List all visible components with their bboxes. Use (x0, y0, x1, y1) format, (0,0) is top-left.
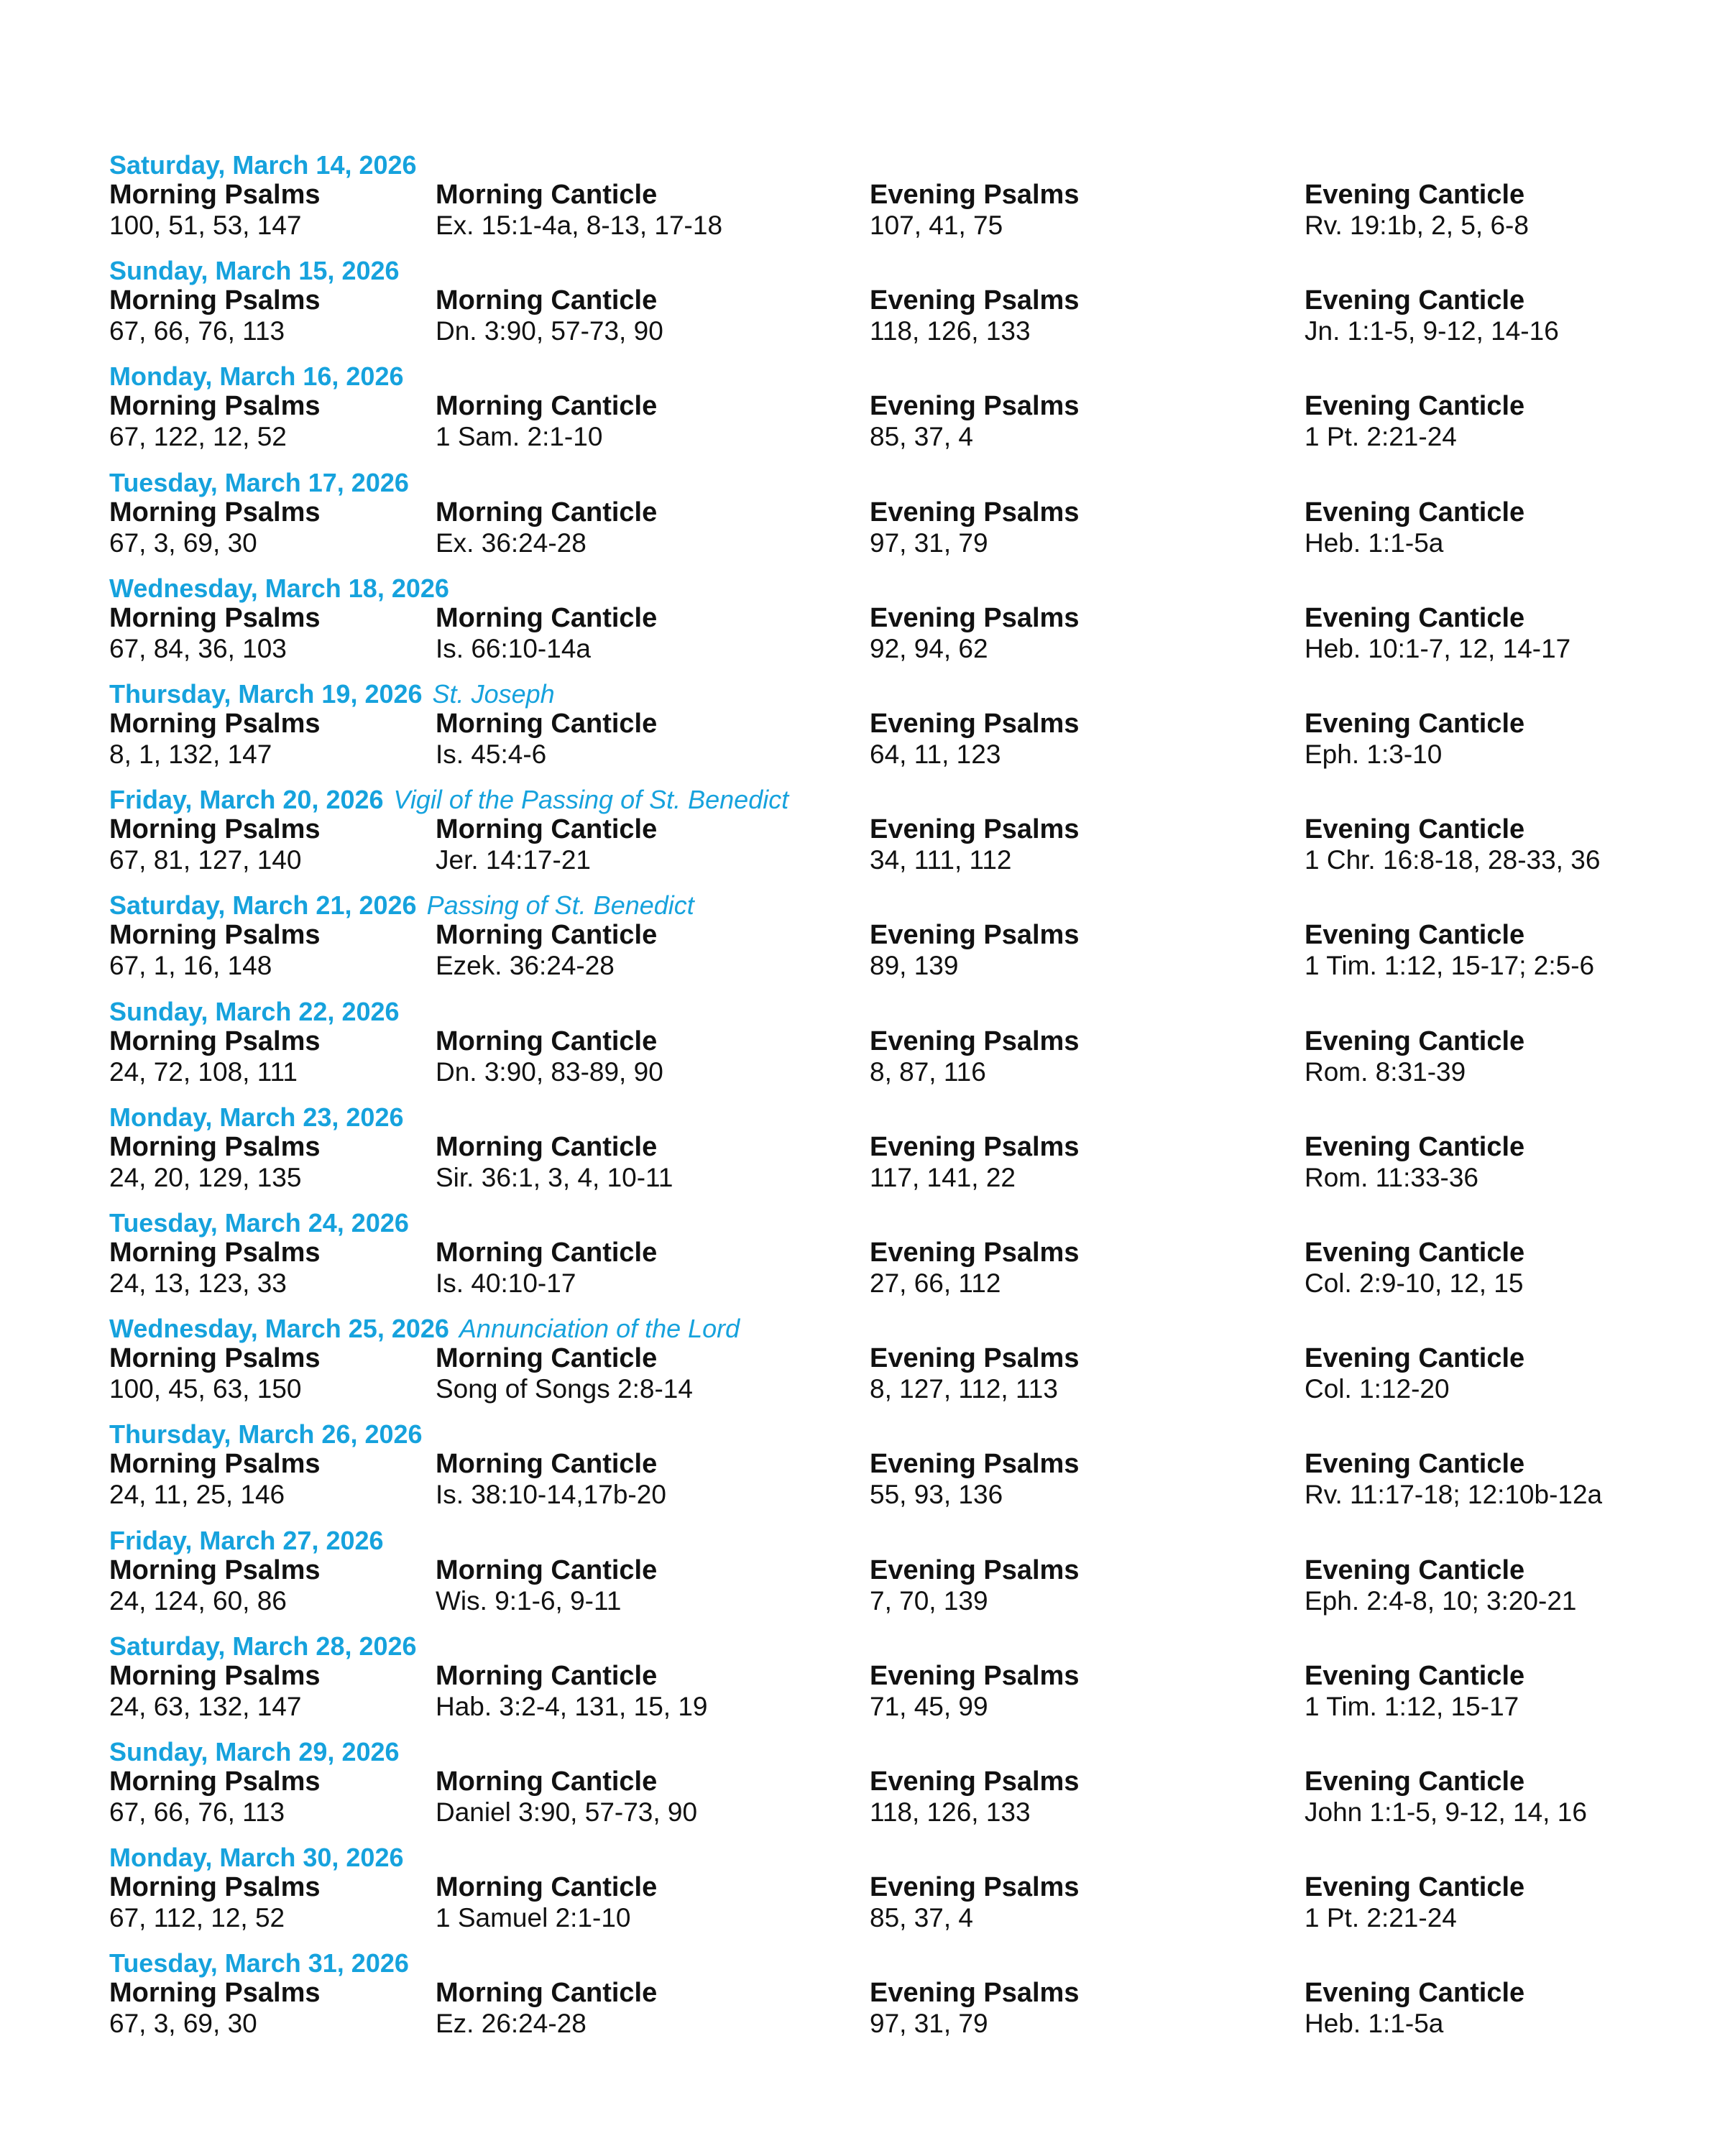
day-date: Wednesday, March 18, 2026 (109, 573, 449, 603)
morning-psalms-label: Morning Psalms (109, 1872, 321, 1903)
morning-canticle-value: Ex. 15:1-4a, 8-13, 17-18 (436, 211, 723, 240)
day-entry (0, 1738, 1725, 1843)
day-header (109, 257, 400, 285)
evening-canticle-column (1305, 709, 1524, 770)
evening-psalms-column (870, 920, 1079, 982)
morning-canticle-value: Is. 45:4-6 (436, 740, 547, 769)
morning-canticle-label: Morning Canticle (436, 602, 658, 633)
evening-psalms-label: Evening Psalms (870, 391, 1080, 422)
evening-canticle-value: Heb. 10:1-7, 12, 14-17 (1305, 633, 1571, 663)
day-header (109, 1314, 740, 1343)
evening-canticle-value: Rom. 11:33-36 (1305, 1162, 1478, 1192)
morning-psalms-column (109, 1555, 321, 1617)
evening-psalms-label: Evening Psalms (870, 814, 1080, 845)
evening-canticle-label: Evening Canticle (1305, 1660, 1525, 1691)
evening-psalms-column (870, 1132, 1079, 1194)
day-date: Saturday, March 21, 2026 (109, 890, 417, 921)
morning-psalms-value: 24, 13, 123, 33 (109, 1268, 287, 1298)
evening-psalms-value: 107, 41, 75 (870, 211, 1003, 240)
day-entry (0, 469, 1725, 573)
morning-psalms-column (109, 1132, 321, 1194)
feast-name: Passing of St. Benedict (426, 890, 694, 921)
morning-psalms-label: Morning Psalms (109, 1131, 321, 1162)
day-entry (0, 891, 1725, 996)
morning-psalms-label: Morning Psalms (109, 285, 321, 316)
morning-canticle-value: Hab. 3:2-4, 131, 15, 19 (436, 1691, 708, 1721)
evening-canticle-value: 1 Tim. 1:12, 15-17; 2:5-6 (1305, 951, 1595, 981)
day-date: Friday, March 20, 2026 (109, 785, 384, 815)
morning-canticle-column (436, 180, 722, 241)
evening-canticle-column (1305, 180, 1529, 241)
evening-canticle-column (1305, 1132, 1524, 1194)
evening-psalms-column (870, 1026, 1079, 1088)
morning-psalms-label: Morning Psalms (109, 497, 321, 528)
evening-canticle-column (1305, 391, 1524, 453)
evening-canticle-value: 1 Pt. 2:21-24 (1305, 1903, 1457, 1933)
morning-psalms-value: 67, 84, 36, 103 (109, 633, 287, 663)
morning-psalms-column (109, 1238, 321, 1299)
evening-psalms-column (870, 497, 1079, 559)
morning-canticle-column (436, 814, 657, 876)
morning-canticle-column (436, 1343, 693, 1405)
evening-psalms-column (870, 1555, 1079, 1617)
day-header (109, 1526, 384, 1555)
morning-psalms-value: 24, 63, 132, 147 (109, 1691, 302, 1721)
morning-psalms-label: Morning Psalms (109, 920, 321, 951)
morning-psalms-label: Morning Psalms (109, 814, 321, 845)
morning-canticle-column (436, 1026, 663, 1088)
evening-psalms-value: 71, 45, 99 (870, 1691, 988, 1721)
morning-psalms-label: Morning Psalms (109, 1554, 321, 1585)
evening-canticle-value: John 1:1-5, 9-12, 14, 16 (1305, 1797, 1587, 1827)
morning-canticle-value: Ezek. 36:24-28 (436, 951, 615, 981)
morning-canticle-column (436, 1978, 657, 2040)
morning-psalms-column (109, 391, 321, 453)
day-date: Tuesday, March 31, 2026 (109, 1948, 409, 1978)
evening-canticle-column (1305, 1661, 1524, 1723)
evening-psalms-value: 7, 70, 139 (870, 1585, 988, 1616)
day-entry (0, 998, 1725, 1102)
day-header (109, 891, 694, 920)
evening-psalms-column (870, 1661, 1079, 1723)
day-header (109, 1738, 400, 1766)
morning-psalms-value: 67, 1, 16, 148 (109, 951, 272, 981)
morning-psalms-column (109, 814, 321, 876)
evening-psalms-label: Evening Psalms (870, 497, 1080, 528)
evening-canticle-column (1305, 1343, 1524, 1405)
day-entry (0, 362, 1725, 467)
morning-psalms-label: Morning Psalms (109, 1449, 321, 1480)
day-header (109, 469, 409, 497)
evening-psalms-label: Evening Psalms (870, 1978, 1080, 2009)
day-date: Friday, March 27, 2026 (109, 1525, 384, 1555)
morning-canticle-column (436, 1238, 657, 1299)
evening-psalms-column (870, 1449, 1079, 1511)
evening-psalms-label: Evening Psalms (870, 1766, 1080, 1797)
feast-name: St. Joseph (432, 679, 555, 709)
morning-psalms-value: 24, 11, 25, 146 (109, 1480, 285, 1510)
morning-psalms-label: Morning Psalms (109, 1026, 321, 1056)
evening-canticle-column (1305, 920, 1594, 982)
morning-canticle-label: Morning Canticle (436, 1238, 658, 1268)
morning-canticle-column (436, 1555, 657, 1617)
evening-psalms-value: 97, 31, 79 (870, 528, 988, 558)
morning-psalms-column (109, 709, 321, 770)
evening-psalms-column (870, 814, 1079, 876)
day-date: Monday, March 16, 2026 (109, 361, 404, 392)
day-header (109, 1420, 423, 1449)
morning-psalms-value: 67, 122, 12, 52 (109, 422, 287, 452)
morning-psalms-label: Morning Psalms (109, 709, 321, 739)
evening-psalms-column (870, 1238, 1079, 1299)
day-entry (0, 786, 1725, 890)
morning-canticle-label: Morning Canticle (436, 709, 658, 739)
morning-psalms-column (109, 1026, 321, 1088)
morning-psalms-label: Morning Psalms (109, 1978, 321, 2009)
evening-canticle-column (1305, 1238, 1524, 1299)
evening-psalms-label: Evening Psalms (870, 1238, 1080, 1268)
morning-psalms-value: 67, 3, 69, 30 (109, 2009, 257, 2039)
evening-psalms-value: 118, 126, 133 (870, 1797, 1031, 1827)
morning-psalms-value: 8, 1, 132, 147 (109, 740, 272, 769)
evening-canticle-label: Evening Canticle (1305, 602, 1525, 633)
morning-psalms-label: Morning Psalms (109, 180, 321, 210)
evening-canticle-label: Evening Canticle (1305, 814, 1525, 845)
evening-canticle-value: Jn. 1:1-5, 9-12, 14-16 (1305, 316, 1559, 346)
day-date: Tuesday, March 24, 2026 (109, 1208, 409, 1238)
evening-psalms-label: Evening Psalms (870, 285, 1080, 316)
evening-canticle-column (1305, 1978, 1524, 2040)
morning-psalms-column (109, 1343, 321, 1405)
evening-canticle-column (1305, 285, 1559, 347)
morning-psalms-label: Morning Psalms (109, 391, 321, 422)
evening-canticle-value: Heb. 1:1-5a (1305, 528, 1444, 558)
morning-canticle-label: Morning Canticle (436, 497, 658, 528)
evening-psalms-column (870, 1766, 1079, 1828)
evening-psalms-value: 85, 37, 4 (870, 1903, 974, 1933)
day-entry (0, 1632, 1725, 1737)
morning-canticle-label: Morning Canticle (436, 1026, 658, 1056)
morning-canticle-label: Morning Canticle (436, 1660, 658, 1691)
day-header (109, 362, 404, 391)
morning-psalms-value: 67, 66, 76, 113 (109, 316, 285, 346)
evening-canticle-label: Evening Canticle (1305, 1026, 1525, 1056)
evening-psalms-column (870, 709, 1079, 770)
morning-canticle-column (436, 1661, 708, 1723)
day-header (109, 680, 555, 709)
morning-canticle-value: Is. 66:10-14a (436, 633, 591, 663)
evening-psalms-value: 92, 94, 62 (870, 633, 988, 663)
evening-psalms-label: Evening Psalms (870, 1554, 1080, 1585)
day-date: Saturday, March 14, 2026 (109, 150, 417, 180)
evening-psalms-value: 118, 126, 133 (870, 316, 1031, 346)
evening-canticle-value: 1 Chr. 16:8-18, 28-33, 36 (1305, 845, 1601, 875)
day-date: Monday, March 23, 2026 (109, 1102, 404, 1132)
morning-canticle-label: Morning Canticle (436, 1766, 658, 1797)
evening-psalms-column (870, 1872, 1079, 1934)
evening-psalms-value: 85, 37, 4 (870, 422, 974, 452)
evening-canticle-value: Col. 2:9-10, 12, 15 (1305, 1268, 1524, 1298)
morning-psalms-value: 67, 81, 127, 140 (109, 845, 302, 875)
morning-canticle-label: Morning Canticle (436, 391, 658, 422)
morning-psalms-value: 100, 51, 53, 147 (109, 211, 302, 240)
morning-canticle-column (436, 1872, 657, 1934)
morning-psalms-label: Morning Psalms (109, 1238, 321, 1268)
day-header (109, 1103, 404, 1132)
day-date: Tuesday, March 17, 2026 (109, 467, 409, 497)
evening-psalms-label: Evening Psalms (870, 180, 1080, 210)
evening-canticle-value: Rv. 11:17-18; 12:10b-12a (1305, 1480, 1603, 1510)
morning-canticle-column (436, 603, 657, 665)
morning-psalms-column (109, 285, 321, 347)
day-entry (0, 1209, 1725, 1314)
morning-canticle-column (436, 497, 657, 559)
evening-psalms-column (870, 391, 1079, 453)
morning-canticle-column (436, 1449, 666, 1511)
evening-canticle-column (1305, 1555, 1577, 1617)
day-header (109, 1632, 417, 1661)
day-entry (0, 1420, 1725, 1525)
evening-psalms-column (870, 603, 1079, 665)
morning-canticle-column (436, 285, 663, 347)
day-entry (0, 1949, 1725, 2054)
evening-canticle-label: Evening Canticle (1305, 1131, 1525, 1162)
day-header (109, 1949, 409, 1978)
day-entry (0, 151, 1725, 256)
evening-canticle-value: 1 Pt. 2:21-24 (1305, 422, 1457, 452)
morning-psalms-value: 67, 3, 69, 30 (109, 528, 257, 558)
evening-psalms-label: Evening Psalms (870, 1131, 1080, 1162)
day-date: Saturday, March 28, 2026 (109, 1631, 417, 1661)
morning-canticle-value: Dn. 3:90, 57-73, 90 (436, 316, 663, 346)
morning-psalms-label: Morning Psalms (109, 1660, 321, 1691)
morning-canticle-label: Morning Canticle (436, 180, 658, 210)
day-header (109, 998, 400, 1026)
evening-canticle-label: Evening Canticle (1305, 1238, 1525, 1268)
evening-canticle-value: Eph. 2:4-8, 10; 3:20-21 (1305, 1585, 1577, 1616)
day-date: Sunday, March 22, 2026 (109, 996, 400, 1026)
day-date: Thursday, March 19, 2026 (109, 679, 423, 709)
evening-psalms-value: 27, 66, 112 (870, 1268, 1001, 1298)
day-date: Wednesday, March 25, 2026 (109, 1314, 449, 1344)
morning-psalms-column (109, 920, 321, 982)
morning-canticle-value: Ez. 26:24-28 (436, 2009, 586, 2039)
morning-canticle-value: Jer. 14:17-21 (436, 845, 591, 875)
day-header (109, 151, 417, 180)
morning-psalms-label: Morning Psalms (109, 1343, 321, 1374)
evening-psalms-value: 34, 111, 112 (870, 845, 1012, 875)
morning-psalms-label: Morning Psalms (109, 602, 321, 633)
morning-canticle-label: Morning Canticle (436, 1554, 658, 1585)
evening-psalms-column (870, 285, 1079, 347)
evening-canticle-value: Eph. 1:3-10 (1305, 740, 1443, 769)
morning-canticle-label: Morning Canticle (436, 1872, 658, 1903)
day-header (109, 786, 788, 814)
day-entry (0, 680, 1725, 785)
morning-canticle-value: Sir. 36:1, 3, 4, 10-11 (436, 1162, 673, 1192)
morning-psalms-value: 24, 20, 129, 135 (109, 1162, 302, 1192)
day-date: Sunday, March 29, 2026 (109, 1737, 400, 1766)
evening-canticle-value: Rom. 8:31-39 (1305, 1056, 1466, 1087)
morning-canticle-label: Morning Canticle (436, 814, 658, 845)
morning-canticle-column (436, 1132, 673, 1194)
evening-psalms-label: Evening Psalms (870, 1660, 1080, 1691)
evening-canticle-value: Rv. 19:1b, 2, 5, 6-8 (1305, 211, 1529, 240)
evening-canticle-column (1305, 1766, 1587, 1828)
morning-canticle-value: Daniel 3:90, 57-73, 90 (436, 1797, 698, 1827)
feast-name: Annunciation of the Lord (459, 1314, 740, 1344)
day-entry (0, 574, 1725, 679)
evening-psalms-label: Evening Psalms (870, 1872, 1080, 1903)
morning-canticle-label: Morning Canticle (436, 1978, 658, 2009)
evening-canticle-label: Evening Canticle (1305, 709, 1525, 739)
day-entry (0, 1526, 1725, 1631)
morning-psalms-label: Morning Psalms (109, 1766, 321, 1797)
evening-canticle-label: Evening Canticle (1305, 285, 1525, 316)
morning-canticle-column (436, 709, 657, 770)
evening-psalms-value: 8, 87, 116 (870, 1056, 986, 1087)
day-header (109, 574, 449, 603)
evening-psalms-value: 117, 141, 22 (870, 1162, 1016, 1192)
evening-canticle-column (1305, 603, 1570, 665)
feast-name: Vigil of the Passing of St. Benedict (393, 785, 789, 815)
morning-psalms-value: 67, 112, 12, 52 (109, 1903, 285, 1933)
morning-canticle-value: Is. 38:10-14,17b-20 (436, 1480, 666, 1510)
morning-canticle-value: Song of Songs 2:8-14 (436, 1374, 693, 1404)
evening-psalms-value: 8, 127, 112, 113 (870, 1374, 1058, 1404)
evening-canticle-value: 1 Tim. 1:12, 15-17 (1305, 1691, 1519, 1721)
morning-canticle-value: Ex. 36:24-28 (436, 528, 586, 558)
evening-psalms-column (870, 180, 1079, 241)
evening-canticle-value: Col. 1:12-20 (1305, 1374, 1450, 1404)
day-entry (0, 1314, 1725, 1419)
evening-canticle-column (1305, 497, 1524, 559)
morning-psalms-value: 24, 124, 60, 86 (109, 1585, 287, 1616)
evening-canticle-label: Evening Canticle (1305, 180, 1525, 210)
evening-psalms-value: 64, 11, 123 (870, 740, 1001, 769)
morning-canticle-label: Morning Canticle (436, 1343, 658, 1374)
evening-psalms-label: Evening Psalms (870, 709, 1080, 739)
morning-psalms-column (109, 497, 321, 559)
evening-canticle-label: Evening Canticle (1305, 1343, 1525, 1374)
evening-canticle-label: Evening Canticle (1305, 920, 1525, 951)
morning-canticle-value: Wis. 9:1-6, 9-11 (436, 1585, 622, 1616)
evening-canticle-column (1305, 1449, 1602, 1511)
morning-psalms-column (109, 1766, 321, 1828)
morning-canticle-label: Morning Canticle (436, 1131, 658, 1162)
evening-psalms-value: 97, 31, 79 (870, 2009, 988, 2039)
evening-canticle-label: Evening Canticle (1305, 1554, 1525, 1585)
morning-canticle-value: Is. 40:10-17 (436, 1268, 576, 1298)
evening-canticle-label: Evening Canticle (1305, 1449, 1525, 1480)
morning-canticle-value: 1 Samuel 2:1-10 (436, 1903, 631, 1933)
evening-psalms-label: Evening Psalms (870, 602, 1080, 633)
day-date: Monday, March 30, 2026 (109, 1843, 404, 1873)
morning-canticle-label: Morning Canticle (436, 285, 658, 316)
morning-psalms-column (109, 1978, 321, 2040)
morning-psalms-value: 24, 72, 108, 111 (109, 1056, 298, 1087)
day-entry (0, 1103, 1725, 1208)
morning-psalms-column (109, 1449, 321, 1511)
day-header (109, 1209, 409, 1238)
evening-canticle-label: Evening Canticle (1305, 1978, 1525, 2009)
evening-psalms-value: 89, 139 (870, 951, 959, 981)
day-date: Sunday, March 15, 2026 (109, 256, 400, 286)
day-date: Thursday, March 26, 2026 (109, 1419, 423, 1450)
day-entry (0, 257, 1725, 361)
evening-canticle-column (1305, 1026, 1524, 1088)
morning-canticle-value: Dn. 3:90, 83-89, 90 (436, 1056, 663, 1087)
evening-psalms-label: Evening Psalms (870, 1026, 1080, 1056)
morning-psalms-column (109, 603, 321, 665)
morning-canticle-label: Morning Canticle (436, 1449, 658, 1480)
evening-psalms-column (870, 1978, 1079, 2040)
evening-psalms-column (870, 1343, 1079, 1405)
evening-canticle-label: Evening Canticle (1305, 1872, 1525, 1903)
morning-psalms-value: 100, 45, 63, 150 (109, 1374, 302, 1404)
morning-psalms-column (109, 1661, 321, 1723)
evening-canticle-column (1305, 814, 1600, 876)
evening-canticle-value: Heb. 1:1-5a (1305, 2009, 1444, 2039)
morning-canticle-column (436, 920, 657, 982)
morning-canticle-value: 1 Sam. 2:1-10 (436, 422, 603, 452)
morning-psalms-column (109, 1872, 321, 1934)
morning-psalms-value: 67, 66, 76, 113 (109, 1797, 285, 1827)
morning-psalms-column (109, 180, 321, 241)
evening-canticle-column (1305, 1872, 1524, 1934)
evening-psalms-label: Evening Psalms (870, 1343, 1080, 1374)
day-entry (0, 1843, 1725, 1948)
evening-canticle-label: Evening Canticle (1305, 1766, 1525, 1797)
evening-canticle-label: Evening Canticle (1305, 497, 1525, 528)
evening-psalms-label: Evening Psalms (870, 1449, 1080, 1480)
day-header (109, 1843, 404, 1872)
morning-canticle-column (436, 391, 657, 453)
evening-psalms-value: 55, 93, 136 (870, 1480, 1003, 1510)
evening-canticle-label: Evening Canticle (1305, 391, 1525, 422)
morning-canticle-column (436, 1766, 697, 1828)
evening-psalms-label: Evening Psalms (870, 920, 1080, 951)
morning-canticle-label: Morning Canticle (436, 920, 658, 951)
